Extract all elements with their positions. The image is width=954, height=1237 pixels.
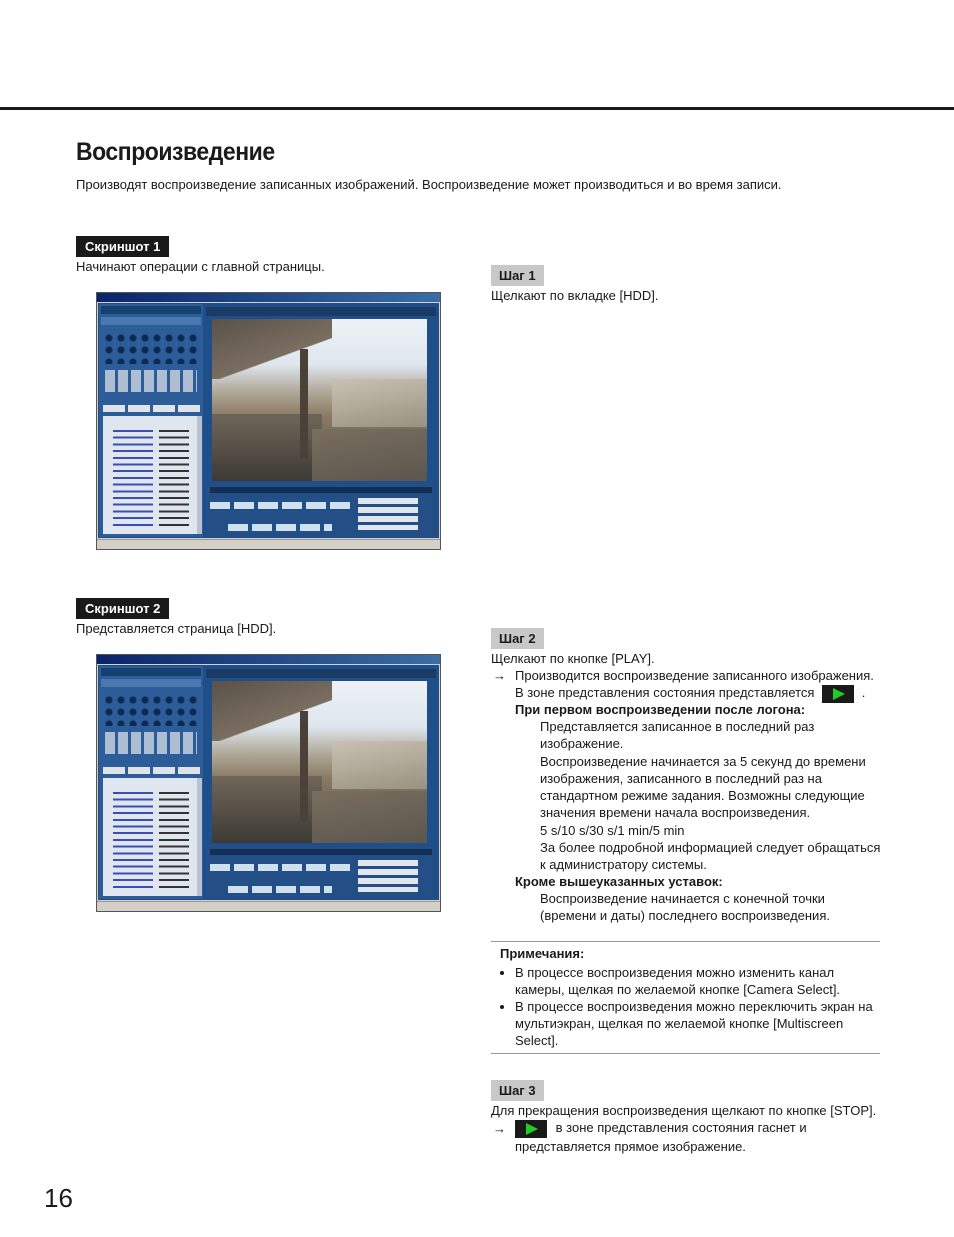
screenshot-1-image [96, 292, 441, 550]
note-item: • В процессе воспроизведения можно изменить канал камеры, щелкая по желаемой кнопке [Camera Select]. [515, 964, 880, 998]
step-2-arrow-text-a: Производится воспроизведение записанного изображения. [515, 668, 874, 683]
step-3-arrow-line [515, 1119, 807, 1138]
screenshot-1-caption: Начинают операции с главной страницы. [76, 259, 325, 274]
page-number: 16 [44, 1183, 73, 1213]
screenshot-2-image [96, 654, 441, 912]
screenshot-2-label: Скриншот 2 [76, 598, 169, 619]
screenshot-1-label: Скриншот 1 [76, 236, 169, 257]
notes-list [491, 964, 880, 1049]
step-3-arrow-text-b: представляется прямое изображение. [515, 1139, 746, 1154]
step-2-arrow-text-b: В зоне представления состояния представляется [515, 685, 815, 700]
screenshot-2-caption: Представляется страница [HDD]. [76, 621, 277, 636]
step-3-line1: Для прекращения воспроизведения щелкают по кнопке [STOP]. [491, 1103, 877, 1118]
step-1-text: Щелкают по вкладке [HDD]. [491, 288, 659, 303]
notes-box [491, 941, 880, 1054]
top-rule [0, 107, 954, 110]
step-2-sub1-lines: Представляется записанное в последний раз изображение. Воспроизведение начинается за 5 секунд до времени изображения, записанного в последний раз на стандартном режиме задания. Возможны следующие значения времени начала воспроизведения. 5 s/10 s/30 s/1 min/5 min За более подробной информацией следует обращаться к администратору системы. [540, 719, 881, 873]
play-status-icon [515, 1120, 547, 1138]
step-2-label: Шаг 2 [491, 628, 544, 649]
note-item: • В процессе воспроизведения можно переключить экран на мультиэкран, щелкая по желаемой кнопке [Multiscreen Select]. [515, 998, 880, 1049]
play-status-icon [822, 685, 854, 703]
step-3-label: Шаг 3 [491, 1080, 544, 1101]
step-2-sub2-lines: Воспроизведение начинается с конечной точки (времени и даты) последнего воспроизведения. [540, 891, 830, 924]
page-title: Воспроизведение [76, 138, 275, 166]
step-2-sub2-title: Кроме вышеуказанных уставок: [515, 874, 723, 889]
step-2-line1: Щелкают по кнопке [PLAY]. [491, 651, 655, 666]
step-2-arrow-text-c: . [861, 685, 866, 700]
notes-title: Примечания: [500, 946, 585, 961]
step-1-label: Шаг 1 [491, 265, 544, 286]
step-3-arrow: → [493, 1121, 506, 1136]
step-2-arrow: → [493, 668, 506, 683]
step-3-arrow-text-a: в зоне представления состояния гаснет и [555, 1120, 807, 1135]
intro-text: Производят воспроизведение записанных изображений. Воспроизведение может производиться и во время записи. [76, 177, 782, 192]
step-2-arrow-text-line2 [515, 684, 865, 703]
step-2-sub1-title: При первом воспроизведении после логона: [515, 702, 806, 717]
